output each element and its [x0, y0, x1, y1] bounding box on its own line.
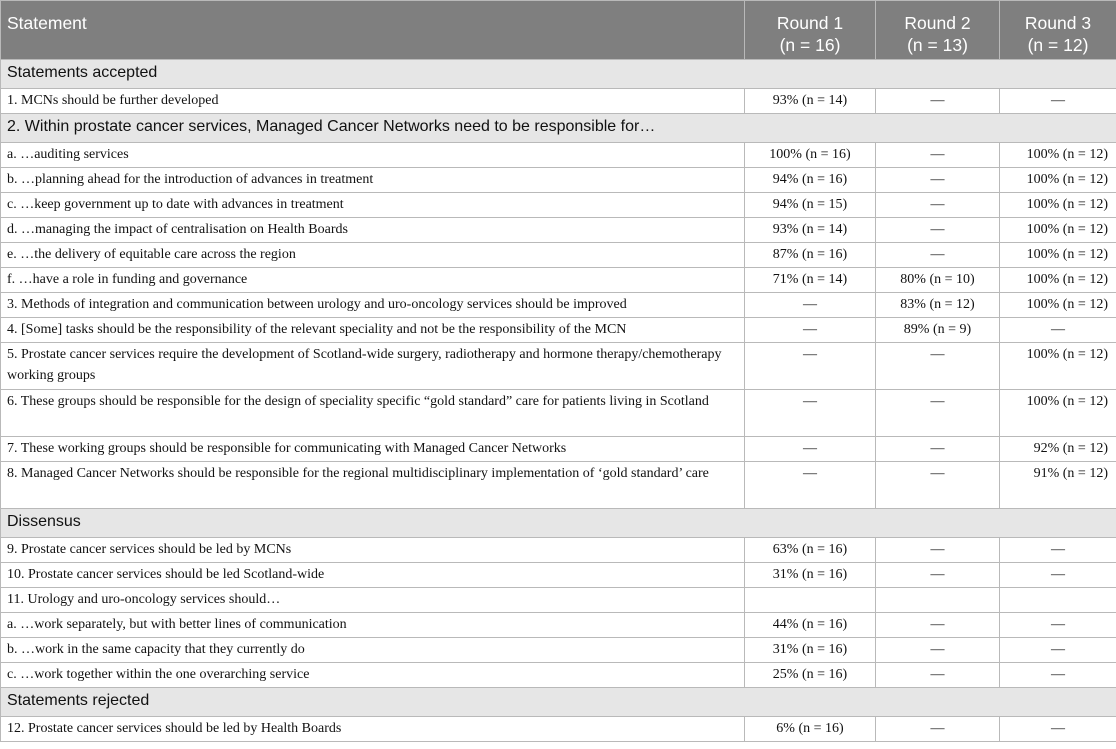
- section-row: [1, 509, 1116, 538]
- round-3-cell: —: [1000, 318, 1116, 343]
- round-1-cell: 94% (n = 15): [745, 193, 876, 218]
- round-2-cell: —: [876, 89, 1000, 114]
- table-body: [1, 60, 1116, 742]
- table-row: [1, 462, 1116, 509]
- statement-cell: a. …auditing services: [1, 143, 745, 168]
- round-3-cell: 100% (n = 12): [1000, 243, 1116, 268]
- round-1-cell: 63% (n = 16): [745, 538, 876, 563]
- round-3-cell: —: [1000, 638, 1116, 663]
- statement-cell: a. …work separately, but with better lines of communication: [1, 613, 745, 638]
- statement-cell: 9. Prostate cancer services should be led by MCNs: [1, 538, 745, 563]
- round-2-cell: —: [876, 343, 1000, 390]
- statement-cell: 7. These working groups should be responsible for communicating with Managed Cancer Networks: [1, 437, 745, 462]
- table-row: [1, 89, 1116, 114]
- section-row: [1, 114, 1116, 143]
- round-3-cell: [1000, 588, 1116, 613]
- round-1-cell: 93% (n = 14): [745, 218, 876, 243]
- round-2-cell: —: [876, 390, 1000, 437]
- round-3-cell: 100% (n = 12): [1000, 293, 1116, 318]
- table-row: [1, 663, 1116, 688]
- round-1-cell: 6% (n = 16): [745, 717, 876, 742]
- round-2-cell: —: [876, 168, 1000, 193]
- round-3-cell: —: [1000, 717, 1116, 742]
- statement-cell: 4. [Some] tasks should be the responsibility of the relevant speciality and not be the responsibility of the MCN: [1, 318, 745, 343]
- statement-cell: 10. Prostate cancer services should be led Scotland-wide: [1, 563, 745, 588]
- round-2-cell: —: [876, 437, 1000, 462]
- statement-cell: d. …managing the impact of centralisation on Health Boards: [1, 218, 745, 243]
- round-2-cell: —: [876, 638, 1000, 663]
- statement-cell: 11. Urology and uro-oncology services should…: [1, 588, 745, 613]
- round-3-cell: —: [1000, 89, 1116, 114]
- round-2-cell: —: [876, 563, 1000, 588]
- round-3-cell: 100% (n = 12): [1000, 168, 1116, 193]
- round-1-label: Round 1: [776, 13, 844, 33]
- table-row: [1, 293, 1116, 318]
- round-3-cell: —: [1000, 538, 1116, 563]
- round-1-header: [745, 1, 876, 60]
- table-row: [1, 168, 1116, 193]
- statement-cell: 3. Methods of integration and communication between urology and uro-oncology services should be improved: [1, 293, 745, 318]
- statement-cell: b. …work in the same capacity that they currently do: [1, 638, 745, 663]
- statement-cell: 6. These groups should be responsible for the design of speciality specific “gold standard” care for patients living in Scotland: [1, 390, 745, 437]
- round-1-cell: 25% (n = 16): [745, 663, 876, 688]
- statement-cell: e. …the delivery of equitable care across the region: [1, 243, 745, 268]
- statement-cell: b. …planning ahead for the introduction of advances in treatment: [1, 168, 745, 193]
- round-3-header: [1000, 1, 1116, 60]
- table-row: [1, 538, 1116, 563]
- round-3-label: Round 3: [1024, 13, 1092, 33]
- round-2-cell: [876, 588, 1000, 613]
- round-3-cell: —: [1000, 663, 1116, 688]
- round-2-cell: —: [876, 462, 1000, 509]
- round-1-cell: 87% (n = 16): [745, 243, 876, 268]
- table-row: [1, 638, 1116, 663]
- round-3-n: (n = 12): [1027, 35, 1089, 55]
- section-title: 2. Within prostate cancer services, Managed Cancer Networks need to be responsible for…: [1, 114, 1116, 143]
- round-3-cell: 100% (n = 12): [1000, 143, 1116, 168]
- round-3-cell: 100% (n = 12): [1000, 343, 1116, 390]
- statement-cell: 1. MCNs should be further developed: [1, 89, 745, 114]
- round-1-cell: 31% (n = 16): [745, 563, 876, 588]
- section-title: Statements accepted: [1, 60, 1116, 89]
- round-3-cell: —: [1000, 563, 1116, 588]
- table-row: [1, 437, 1116, 462]
- round-1-cell: —: [745, 437, 876, 462]
- section-row: [1, 60, 1116, 89]
- round-1-cell: 31% (n = 16): [745, 638, 876, 663]
- statement-cell: 8. Managed Cancer Networks should be responsible for the regional multidisciplinary implementation of ‘gold standard’ care: [1, 462, 745, 509]
- statement-cell: 12. Prostate cancer services should be led by Health Boards: [1, 717, 745, 742]
- table-row: [1, 218, 1116, 243]
- table-row: [1, 268, 1116, 293]
- table-row: [1, 563, 1116, 588]
- round-3-cell: 100% (n = 12): [1000, 390, 1116, 437]
- round-2-cell: 89% (n = 9): [876, 318, 1000, 343]
- round-1-cell: —: [745, 318, 876, 343]
- round-2-n: (n = 13): [907, 35, 968, 55]
- round-1-cell: 44% (n = 16): [745, 613, 876, 638]
- round-2-cell: —: [876, 218, 1000, 243]
- table-row: [1, 243, 1116, 268]
- round-2-cell: —: [876, 663, 1000, 688]
- round-2-cell: 83% (n = 12): [876, 293, 1000, 318]
- statement-cell: 5. Prostate cancer services require the development of Scotland-wide surgery, radiotherapy and hormone therapy/chemotherapy working groups: [1, 343, 745, 390]
- round-2-cell: —: [876, 613, 1000, 638]
- round-1-cell: 94% (n = 16): [745, 168, 876, 193]
- round-3-cell: 92% (n = 12): [1000, 437, 1116, 462]
- round-2-cell: —: [876, 243, 1000, 268]
- table-row: [1, 588, 1116, 613]
- table-row: [1, 390, 1116, 437]
- section-row: [1, 688, 1116, 717]
- header-row: [1, 1, 1116, 60]
- round-1-cell: 93% (n = 14): [745, 89, 876, 114]
- round-3-cell: 100% (n = 12): [1000, 218, 1116, 243]
- round-1-cell: [745, 588, 876, 613]
- round-3-cell: 100% (n = 12): [1000, 268, 1116, 293]
- section-title: Statements rejected: [1, 688, 1116, 717]
- table-row: [1, 717, 1116, 742]
- round-2-cell: —: [876, 143, 1000, 168]
- section-title: Dissensus: [1, 509, 1116, 538]
- statement-cell: f. …have a role in funding and governance: [1, 268, 745, 293]
- round-1-cell: 71% (n = 14): [745, 268, 876, 293]
- table-row: [1, 193, 1116, 218]
- table-row: [1, 343, 1116, 390]
- round-1-cell: —: [745, 343, 876, 390]
- round-1-cell: —: [745, 293, 876, 318]
- round-1-n: (n = 16): [779, 35, 841, 55]
- round-2-header: [876, 1, 1000, 60]
- statement-cell: c. …work together within the one overarching service: [1, 663, 745, 688]
- round-1-cell: 100% (n = 16): [745, 143, 876, 168]
- round-1-cell: —: [745, 462, 876, 509]
- statement-cell: c. …keep government up to date with advances in treatment: [1, 193, 745, 218]
- round-1-cell: —: [745, 390, 876, 437]
- round-2-cell: —: [876, 193, 1000, 218]
- round-2-cell: 80% (n = 10): [876, 268, 1000, 293]
- round-3-cell: 100% (n = 12): [1000, 193, 1116, 218]
- statement-header: Statement: [1, 1, 745, 60]
- round-3-cell: 91% (n = 12): [1000, 462, 1116, 509]
- round-2-cell: —: [876, 538, 1000, 563]
- round-2-cell: —: [876, 717, 1000, 742]
- table-row: [1, 318, 1116, 343]
- table-row: [1, 613, 1116, 638]
- round-2-label: Round 2: [904, 13, 971, 33]
- table-row: [1, 143, 1116, 168]
- round-3-cell: —: [1000, 613, 1116, 638]
